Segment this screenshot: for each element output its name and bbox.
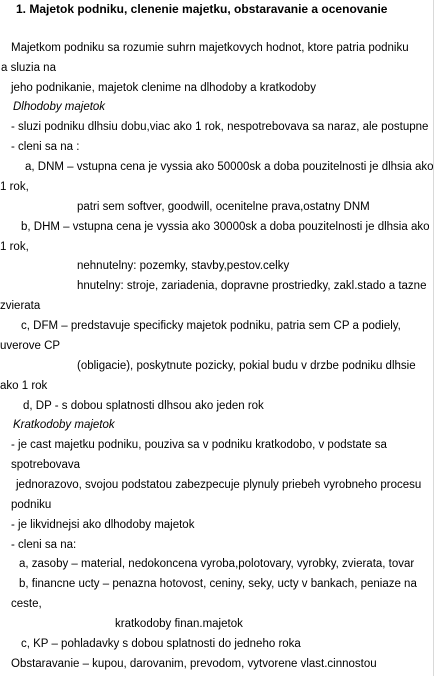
paragraph-line: - sluzi podniku dlhsiu dobu,viac ako 1 rok, nespotrebovava sa naraz, ale postupne bbox=[11, 121, 429, 133]
section-heading-kratkodoby: Kratkodoby majetok bbox=[13, 419, 115, 431]
list-item: b, DHM – vstupna cena je vyssia ako 30000sk a doba pouzitelnosti je dlhsia ako bbox=[21, 221, 430, 233]
paragraph-line: - cleni sa na : bbox=[11, 141, 80, 153]
paragraph-line: - je cast majetku podniku, pouziva sa v podniku kratkodobo, v podstate sa bbox=[11, 439, 387, 451]
list-item-continuation: nehnutelny: pozemky, stavby,pestov.celky bbox=[77, 260, 290, 272]
section-heading-dlhodoby: Dlhodoby majetok bbox=[13, 101, 106, 113]
paragraph-line-obstaravanie: Obstaravanie – kupou, darovanim, prevodom, vytvorene vlast.cinnostou bbox=[11, 658, 377, 670]
list-item: a, DNM – vstupna cena je vyssia ako 50000sk a doba pouzitelnosti je dlhsia ako bbox=[25, 161, 434, 173]
paragraph-line: a sluzia na bbox=[1, 62, 56, 74]
list-item: d, DP - s dobou splatnosti dlhsou ako jeden rok bbox=[23, 400, 264, 412]
paragraph-line: podniku bbox=[11, 499, 52, 511]
list-item-continuation: 1 rok, bbox=[0, 181, 29, 193]
list-item-continuation: (obligacie), poskytnute pozicky, pokial budu v drzbe podniku dlhsie bbox=[77, 360, 416, 372]
list-item: b, financne ucty – penazna hotovost, ceniny, seky, ucty v bankach, peniaze na bbox=[19, 578, 417, 590]
page-edge-divider bbox=[433, 0, 434, 676]
paragraph-line: - cleni sa na: bbox=[11, 539, 77, 551]
document-title: 1. Majetok podniku, clenenie majetku, obstaravanie a ocenovanie bbox=[16, 2, 388, 16]
paragraph-line: jeho podnikanie, majetok clenime na dlhodoby a kratkodoby bbox=[11, 82, 316, 94]
paragraph-line: - je likvidnejsi ako dlhodoby majetok bbox=[11, 519, 195, 531]
list-item-continuation: 1 rok, bbox=[0, 241, 29, 253]
paragraph-line: Majetkom podniku sa rozumie suhrn majetkovych hodnot, ktore patria podniku bbox=[11, 42, 409, 54]
list-item-continuation: kratkodoby finan.majetok bbox=[115, 618, 243, 630]
list-item-continuation: hnutelny: stroje, zariadenia, dopravne prostriedky, zakl.stado a tazne bbox=[77, 280, 427, 292]
list-item: a, zasoby – material, nedokoncena vyroba,polotovary, vyrobky, zvierata, tovar bbox=[19, 558, 415, 570]
list-item-continuation: patri sem softver, goodwill, ocenitelne prava,ostatny DNM bbox=[77, 201, 370, 213]
paragraph-line: spotrebovava bbox=[11, 459, 81, 471]
list-item: c, KP – pohladavky s dobou splatnosti do jedneho roka bbox=[21, 638, 301, 650]
list-item: c, DFM – predstavuje specificky majetok podniku, patria sem CP a podiely, bbox=[21, 320, 401, 332]
list-item-continuation: zvierata bbox=[0, 300, 41, 312]
list-item-continuation: ceste, bbox=[11, 598, 42, 610]
list-item-continuation: ako 1 rok bbox=[0, 380, 48, 392]
paragraph-line: jednorazovo, svojou podstatou zabezpecuje plynuly priebeh vyrobneho procesu bbox=[16, 479, 422, 491]
list-item-continuation: uverove CP bbox=[0, 340, 61, 352]
